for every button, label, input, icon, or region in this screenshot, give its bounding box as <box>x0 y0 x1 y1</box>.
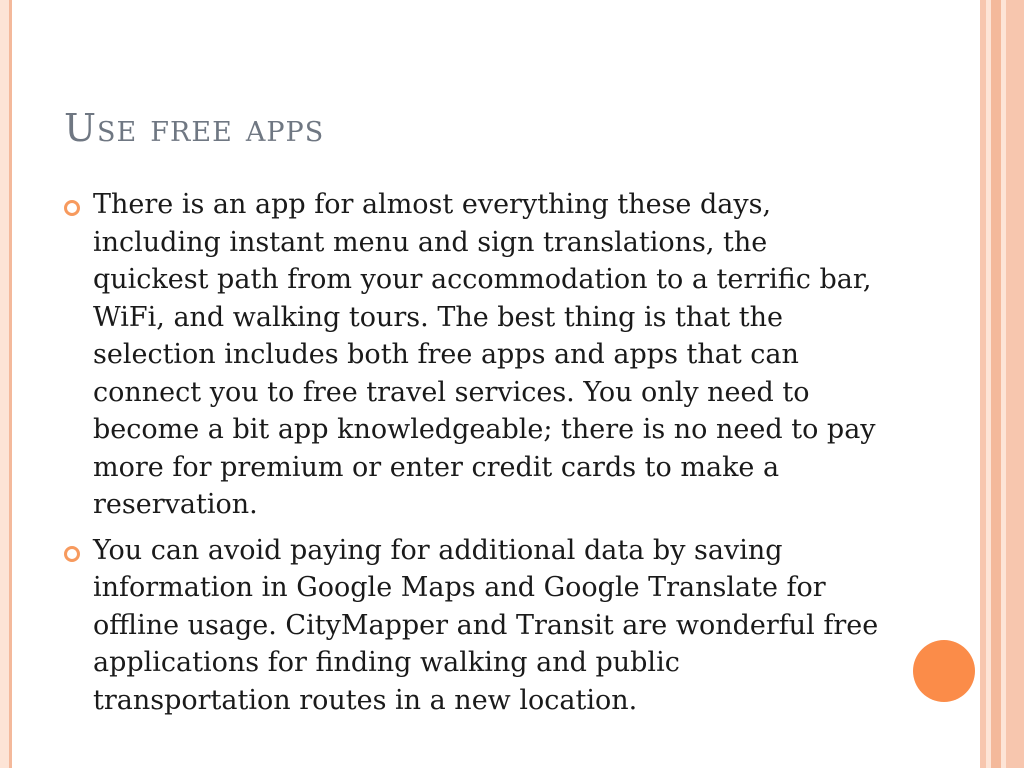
slide-title: Use free apps <box>64 106 325 150</box>
bullet-text: There is an app for almost everything these days, including instant menu and sign translations, the quickest path from your accommodation to a terrific bar, WiFi, and walking tours. The best thing is that the selection includes both free apps and apps that can connect you to free travel services. You only need to become a bit app knowledgeable; there is no need to pay more for premium or enter credit cards to make a reservation. <box>93 189 876 520</box>
bullet-item <box>64 532 884 720</box>
bullet-text: You can avoid paying for additional data by saving information in Google Maps and Google Translate for offline usage. CityMapper and Transit are wonderful free applications for finding walking and public transportation routes in a new location. <box>93 534 879 716</box>
left-border-decoration <box>0 0 12 768</box>
orange-circle-decoration <box>913 640 975 702</box>
slide-body <box>64 186 884 727</box>
right-stripe-decoration <box>1006 0 1024 768</box>
bullet-circle-icon <box>64 200 80 216</box>
bullet-circle-icon <box>64 546 80 562</box>
bullet-item <box>64 186 884 524</box>
right-stripe-decoration <box>991 0 1001 768</box>
